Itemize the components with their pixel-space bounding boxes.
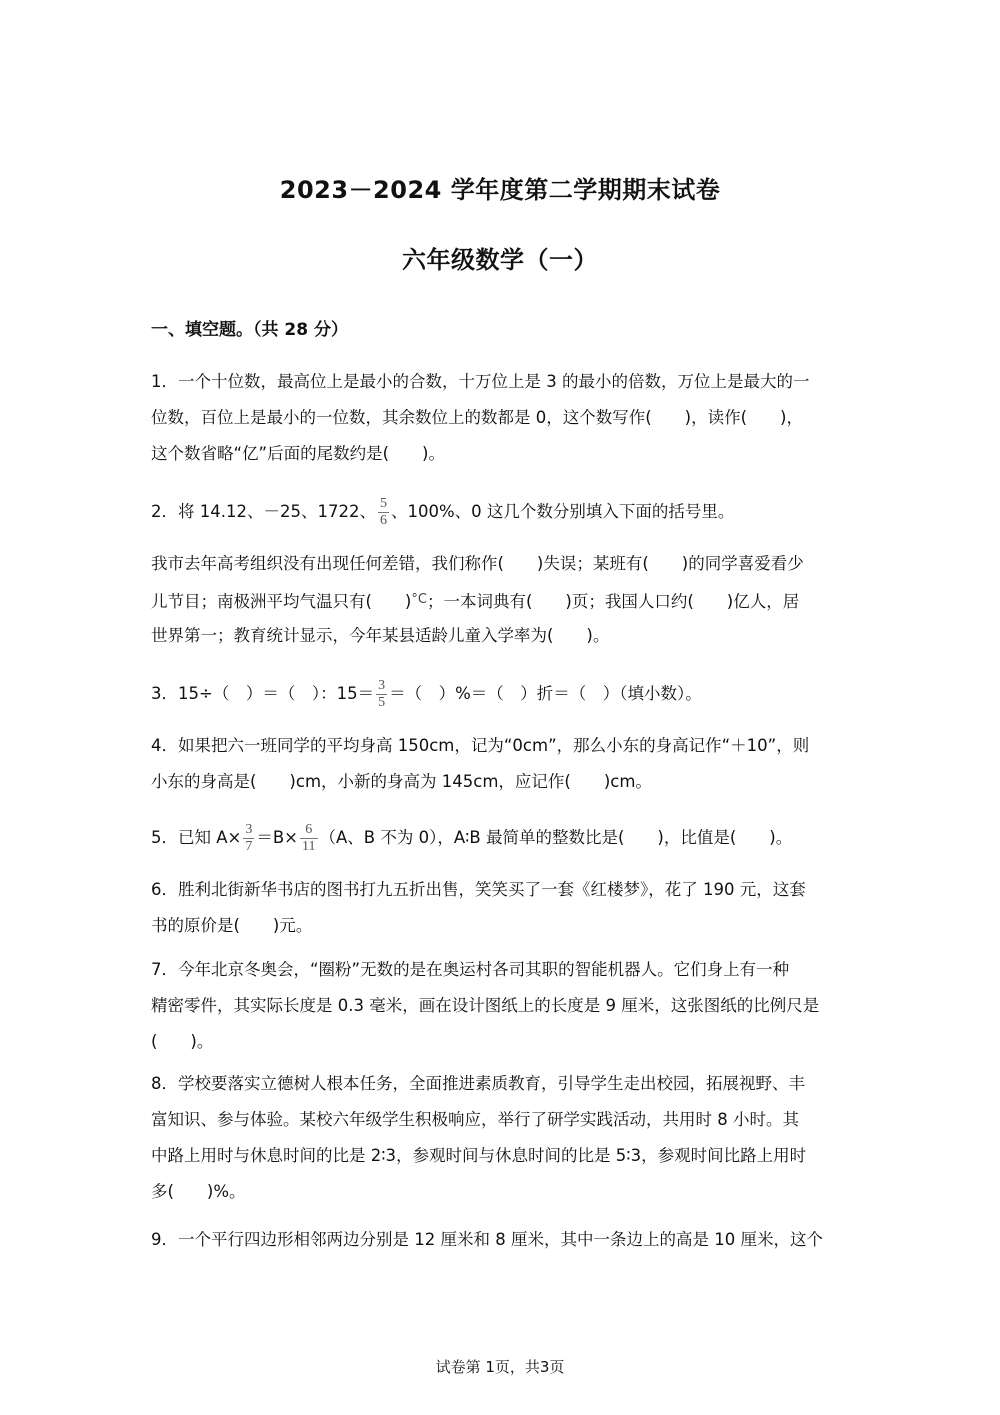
question-7-line-1: 7．今年北京冬奥会，“圈粉”无数的是在奥运村各司其职的智能机器人。它们身上有一种 [151, 960, 790, 979]
fraction-numerator: 5 [379, 496, 387, 511]
question-3-suffix: ＝（ ）%＝（ ）折＝（ ）（填小数）。 [389, 684, 702, 703]
question-7 [151, 952, 851, 1060]
question-5-line-1 [151, 820, 851, 856]
question-4 [151, 728, 851, 800]
question-8-line-2: 富知识、参与体验。某校六年级学生积极响应，举行了研学实践活动，共用时 8 小时。其 [151, 1110, 799, 1129]
question-2-passage [151, 546, 851, 654]
section-heading-fill-blank: 一、填空题。（共 28 分） [151, 320, 348, 340]
question-2 [151, 494, 851, 530]
question-5 [151, 820, 851, 856]
question-3 [151, 676, 851, 712]
question-2-passage-line-2-a: 儿节目；南极洲平均气温只有( ) [151, 592, 412, 611]
page-footer: 试卷第 1页，共3页 [435, 1358, 565, 1376]
fraction-denominator: 11 [302, 839, 316, 854]
question-1-line-3: 这个数省略“亿”后面的尾数约是( )。 [151, 444, 445, 463]
fraction-five-sixths [378, 496, 389, 529]
fraction-numerator: 3 [378, 678, 386, 693]
question-2-line-1 [151, 494, 851, 530]
question-1-line-2: 位数，百位上是最小的一位数，其余数位上的数都是 0，这个数写作( )，读作( )， [151, 408, 803, 427]
question-1-line-1: 1．一个十位数，最高位上是最小的合数，十万位上是 3 的最小的倍数，万位上是最大的一 [151, 372, 810, 391]
question-7-line-3: ( )。 [151, 1032, 214, 1051]
fraction-denominator: 7 [245, 839, 253, 854]
question-8-line-4: 多( )%。 [151, 1182, 246, 1201]
fraction-three-sevenths [243, 822, 254, 855]
question-3-prefix: 3．15÷（ ）＝（ ）：15＝ [151, 684, 375, 703]
question-1 [151, 364, 851, 472]
question-7-line-2: 精密零件，其实际长度是 0.3 毫米，画在设计图纸上的长度是 9 厘米，这张图纸的比例尺是 [151, 996, 820, 1015]
question-5-mid: ＝B× [256, 828, 299, 847]
question-6-line-2: 书的原价是( )元。 [151, 916, 313, 935]
fraction-denominator: 6 [379, 513, 387, 528]
question-4-line-2: 小东的身高是( )cm，小新的身高为 145cm，应记作( )cm。 [151, 772, 652, 791]
fraction-numerator: 6 [300, 822, 317, 839]
degree-celsius-unit: °C [411, 592, 427, 607]
question-9-line-1: 9．一个平行四边形相邻两边分别是 12 厘米和 8 厘米，其中一条边上的高是 10 厘米，这个 [151, 1230, 823, 1249]
question-2-passage-line-1: 我市去年高考组织没有出现任何差错，我们称作( )失误；某班有( )的同学喜爱看少 [151, 554, 804, 573]
question-5-suffix: （A、B 不为 0），A∶B 最简单的整数比是( )，比值是( )。 [319, 828, 793, 847]
question-3-line-1 [151, 676, 851, 712]
question-2-passage-line-2 [151, 582, 851, 618]
question-2-passage-line-3: 世界第一；教育统计显示，今年某县适龄儿童入学率为( )。 [151, 626, 610, 645]
question-4-line-1: 4．如果把六一班同学的平均身高 150cm，记为“0cm”，那么小东的身高记作“＋10”，则 [151, 736, 810, 755]
question-9 [151, 1222, 851, 1258]
question-5-prefix: 5．已知 A× [151, 828, 242, 847]
question-6-line-1: 6．胜利北街新华书店的图书打九五折出售，笑笑买了一套《红楼梦》，花了 190 元，这套 [151, 880, 806, 899]
exam-title: 2023－2024 学年度第二学期期末试卷 [279, 176, 721, 204]
question-2-suffix: 、100%、0 这几个数分别填入下面的括号里。 [390, 502, 735, 521]
question-2-prefix: 2．将 14.12、－25、1722、 [151, 502, 376, 521]
fraction-six-elevenths [300, 822, 317, 855]
question-6 [151, 872, 851, 944]
fraction-three-fifths [376, 678, 387, 711]
fraction-numerator: 3 [245, 822, 253, 837]
question-2-passage-line-2-b: ；一本词典有( )页；我国人口约( )亿人，居 [426, 592, 800, 611]
exam-subtitle: 六年级数学（一） [402, 246, 598, 274]
question-8-line-3: 中路上用时与休息时间的比是 2∶3，参观时间与休息时间的比是 5∶3，参观时间比路上用时 [151, 1146, 807, 1165]
fraction-denominator: 5 [378, 695, 386, 710]
question-8 [151, 1066, 851, 1210]
question-8-line-1: 8．学校要落实立德树人根本任务，全面推进素质教育，引导学生走出校园，拓展视野、丰 [151, 1074, 805, 1093]
